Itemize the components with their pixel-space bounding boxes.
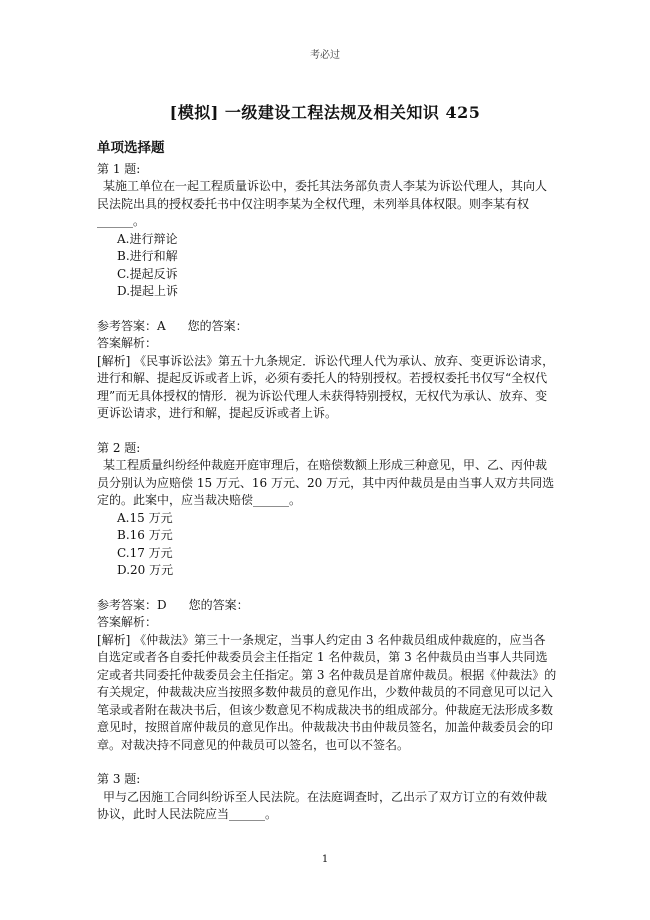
your-answer-label: 您的答案：	[188, 597, 249, 612]
page-number: 1	[321, 854, 329, 865]
question-stem: 某施工单位在一起工程质量诉讼中，委托其法务部负责人李某为诉讼代理人，其向人民法院出具的授权委托书中仅注明李某为全权代理，未列举具体权限。则李某有权______。	[97, 179, 548, 228]
document-body	[97, 140, 557, 824]
question-2	[97, 440, 557, 755]
options-list	[117, 510, 557, 580]
analysis-label: 答案解析：	[97, 615, 158, 629]
option-d: D.提起上诉	[117, 284, 179, 298]
analysis-text: [解析] 《民事诉讼法》第五十九条规定．诉讼代理人代为承认、放弃、变更诉讼请求，进行和解、提起反诉或者上诉，必须有委托人的特别授权。若授权委托书仅写“全权代理”而无具体授权的情形．视为诉讼代理人未获得特别授权，无权代为承认、放弃、变更诉讼请求，进行和解，提起反诉或者上诉。	[97, 353, 555, 420]
question-label: 第 3 题:	[97, 772, 141, 786]
question-stem: 某工程质量纠纷经仲裁庭开庭审理后，在赔偿数额上形成三种意见，甲、乙、丙仲裁员分别认为应赔偿 15 万元、16 万元、20 万元，其中丙仲裁员是由当事人双方共同选定的。此案中，应当裁决赔偿______。	[97, 458, 555, 507]
option-c: C.17 万元	[117, 545, 173, 560]
question-stem: 甲与乙因施工合同纠纷诉至人民法院。在法庭调查时，乙出示了双方订立的有效仲裁协议，此时人民法院应当______。	[97, 789, 548, 821]
analysis-label: 答案解析：	[97, 336, 158, 350]
options-list	[117, 231, 557, 301]
reference-answer: 参考答案：D	[97, 597, 167, 612]
section-title: 单项选择题	[97, 140, 165, 156]
option-b: B.进行和解	[117, 249, 178, 263]
analysis-text: [解析] 《仲裁法》第三十一条规定，当事人约定由 3 名仲裁员组成仲裁庭的，应当各自选定或者各自委托仲裁委员会主任指定 1 名仲裁员，第 3 名仲裁员由当事人共同选定或者共同委托仲裁委员会主任指定。第 3 名仲裁员是首席仲裁员。根据《仲裁法》的有关规定，仲裁裁决应当按照多数仲裁员的意见作出，少数仲裁员的不同意见可以记入笔录或者附在裁决书后，但该少数意见不构成裁决书的组成部分。仲裁庭无法形成多数意见时，按照首席仲裁员的意见作出。仲裁裁决书由仲裁员签名，加盖仲裁委员会的印章。对裁决持不同意见的仲裁员可以签名，也可以不签名。	[97, 632, 557, 752]
option-a: A.进行辩论	[117, 231, 178, 246]
document-title: [模拟] 一级建设工程法规及相关知识 425	[169, 103, 481, 122]
question-3	[97, 771, 557, 824]
page-header: 考必过	[310, 50, 340, 61]
answer-row	[97, 318, 557, 336]
answer-row	[97, 597, 557, 615]
option-b: B.16 万元	[117, 528, 173, 542]
option-d: D.20 万元	[117, 563, 174, 577]
reference-answer: 参考答案：A	[97, 318, 166, 333]
option-c: C.提起反诉	[117, 266, 178, 281]
option-a: A.15 万元	[117, 510, 173, 525]
your-answer-label: 您的答案：	[187, 318, 248, 333]
question-label: 第 1 题:	[97, 161, 141, 176]
question-1	[97, 161, 557, 423]
question-label: 第 2 题:	[97, 440, 141, 455]
